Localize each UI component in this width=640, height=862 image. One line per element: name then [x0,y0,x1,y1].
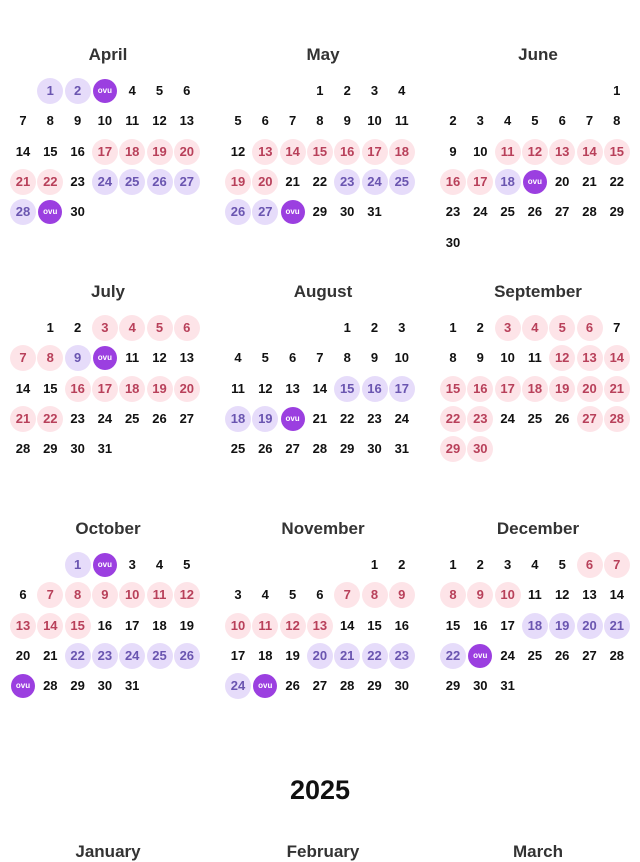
day-cell[interactable]: 28 [609,647,625,663]
period-day[interactable]: 7 [604,552,630,578]
month-title: September [494,282,582,301]
day-cell[interactable]: 1 [449,320,457,335]
day-cell[interactable]: 22 [339,410,355,426]
period-day[interactable]: 12 [522,139,548,165]
day-cell[interactable]: 8 [46,113,54,129]
day-cell[interactable]: 9 [343,113,351,129]
day-cell[interactable]: 8 [343,350,351,366]
period-day[interactable]: 17 [495,376,521,402]
day-cell[interactable]: 12 [152,113,167,129]
day-cell[interactable]: 11 [394,113,409,129]
month-title: June [518,45,558,64]
day-cell[interactable]: 31 [124,678,140,694]
fertile-day[interactable]: 17 [389,376,415,402]
month-october [10,519,210,739]
period-day[interactable]: 20 [174,139,200,165]
period-day[interactable]: 4 [119,315,145,341]
day-cell[interactable]: 2 [398,557,406,572]
period-day[interactable]: 17 [92,139,118,165]
day-cell[interactable]: 24 [500,410,515,426]
month-title: December [496,519,580,538]
ovulation-day-marker[interactable]: ovu [93,346,117,370]
day-cell[interactable]: 5 [531,113,539,129]
period-day[interactable]: 4 [522,315,548,341]
year-heading: 2025 [289,775,351,805]
day-cell[interactable]: 3 [234,587,242,603]
day-cell[interactable]: 14 [609,587,625,603]
day-cell[interactable]: 29 [312,204,328,220]
ovulation-day-marker[interactable]: ovu [253,674,277,698]
period-day[interactable]: 10 [495,582,521,608]
period-day[interactable]: 16 [440,169,466,195]
day-cell[interactable]: 16 [394,617,410,633]
day-cell[interactable]: 10 [97,113,113,129]
day-cell[interactable]: 4 [531,557,539,572]
day-cell[interactable]: 4 [155,557,164,572]
period-day[interactable]: 14 [37,613,63,639]
period-day[interactable]: 19 [147,376,173,402]
day-cell[interactable]: 29 [70,678,85,694]
ovulation-day-marker[interactable]: ovu [38,200,62,224]
month-title-march: March [512,842,564,861]
month-title-january: January [75,842,141,861]
period-day[interactable]: 23 [467,406,493,432]
fertile-day[interactable]: 24 [119,643,145,669]
ovulation-day-marker[interactable]: ovu [523,170,547,194]
month-title: May [306,45,340,64]
period-day[interactable]: 18 [119,139,145,165]
period-day[interactable]: 18 [389,139,415,165]
day-cell[interactable]: 29 [43,441,58,457]
day-cell[interactable]: 7 [316,350,324,366]
day-cell[interactable]: 10 [367,113,382,129]
ovulation-day-marker[interactable]: ovu [281,200,305,224]
month-may [225,45,425,265]
day-cell[interactable]: 19 [285,647,300,663]
period-day[interactable]: 15 [65,613,91,639]
month-april [10,45,210,265]
period-day[interactable]: 17 [467,169,493,195]
day-cell[interactable]: 28 [339,678,355,694]
period-day[interactable]: 20 [577,376,603,402]
period-day[interactable]: 14 [604,345,630,371]
day-cell[interactable]: 19 [179,617,195,633]
ovulation-day-marker[interactable]: ovu [93,553,117,577]
day-cell[interactable]: 1 [46,320,54,335]
period-day[interactable]: 13 [10,613,36,639]
day-cell[interactable]: 27 [179,410,195,426]
day-cell[interactable]: 26 [554,647,570,663]
period-day[interactable]: 9 [389,582,415,608]
day-cell[interactable]: 7 [613,320,621,335]
day-cell[interactable]: 11 [125,113,140,129]
day-cell[interactable]: 10 [394,350,410,366]
day-cell[interactable]: 24 [473,204,488,220]
day-cell[interactable]: 30 [445,234,461,250]
day-cell[interactable]: 6 [261,113,269,129]
period-day[interactable]: 18 [522,376,548,402]
period-day[interactable]: 22 [37,169,63,195]
period-day[interactable]: 3 [495,315,521,341]
fertile-day[interactable]: 21 [604,613,630,639]
fertile-day[interactable]: 27 [252,199,278,225]
day-cell[interactable]: 25 [527,410,543,426]
day-cell[interactable]: 22 [312,173,328,189]
fertile-day[interactable]: 15 [334,376,360,402]
day-cell[interactable]: 6 [288,350,297,366]
day-cell[interactable]: 10 [473,143,488,159]
period-day[interactable]: 18 [119,376,145,402]
day-cell[interactable]: 29 [609,204,625,220]
day-cell[interactable]: 16 [97,617,113,633]
month-december [440,519,640,739]
period-day[interactable]: 13 [549,139,575,165]
period-day[interactable]: 14 [280,139,306,165]
period-day[interactable]: 20 [252,169,278,195]
ovulation-day-marker[interactable]: ovu [93,79,117,103]
period-day[interactable]: 6 [577,315,603,341]
day-cell[interactable]: 23 [367,410,382,426]
period-day[interactable]: 27 [577,406,603,432]
day-cell[interactable]: 26 [527,204,543,220]
day-cell[interactable]: 15 [445,617,461,633]
day-cell[interactable]: 26 [258,441,273,457]
day-cell[interactable]: 20 [15,647,31,663]
period-day[interactable]: 11 [252,613,278,639]
day-cell[interactable]: 26 [285,678,300,694]
day-cell[interactable]: 28 [312,441,328,457]
period-day[interactable]: 5 [147,315,173,341]
fertile-day[interactable]: 25 [119,169,145,195]
day-cell[interactable]: 2 [73,320,82,335]
day-cell[interactable]: 5 [261,350,269,366]
period-day[interactable]: 8 [37,345,63,371]
month-title: April [88,45,128,64]
day-cell[interactable]: 24 [394,410,410,426]
day-cell[interactable]: 6 [19,587,27,603]
fertile-day[interactable]: 24 [362,169,388,195]
day-cell[interactable]: 4 [261,587,269,603]
period-day[interactable]: 8 [440,582,466,608]
day-cell[interactable]: 21 [312,410,328,426]
day-cell[interactable]: 27 [312,678,328,694]
day-cell[interactable]: 22 [609,173,625,189]
day-cell[interactable]: 16 [70,143,85,159]
month-title: November [281,519,365,538]
period-day[interactable]: 10 [225,613,251,639]
day-cell[interactable]: 12 [152,350,167,366]
fertile-day[interactable]: 26 [174,643,200,669]
period-day[interactable]: 13 [307,613,333,639]
period-day[interactable]: 16 [467,376,493,402]
day-cell[interactable]: 30 [70,204,85,220]
period-day[interactable]: 20 [174,376,200,402]
day-cell[interactable]: 5 [288,587,297,603]
ovulation-day-marker[interactable]: ovu [468,644,492,668]
day-cell[interactable]: 28 [15,441,31,457]
day-cell[interactable]: 4 [503,113,512,129]
month-november [225,519,425,739]
fertile-day[interactable]: 19 [549,613,575,639]
month-title: October [75,519,141,538]
period-day[interactable]: 21 [604,376,630,402]
period-day[interactable]: 16 [65,376,91,402]
day-cell[interactable]: 28 [582,204,597,220]
period-day[interactable]: 13 [577,345,603,371]
month-title: July [90,282,126,301]
day-cell[interactable]: 5 [558,557,566,572]
period-day[interactable]: 6 [577,552,603,578]
day-cell[interactable]: 18 [258,647,273,663]
day-cell[interactable]: 1 [613,83,621,98]
day-cell[interactable]: 1 [370,557,379,572]
fertile-day[interactable]: 22 [362,643,388,669]
day-cell[interactable]: 30 [70,441,85,457]
month-july [10,282,210,502]
day-cell[interactable]: 11 [125,350,140,366]
day-cell[interactable]: 4 [128,83,136,98]
fertile-day[interactable]: 25 [389,169,415,195]
day-cell[interactable]: 25 [230,441,246,457]
fertile-day[interactable]: 26 [147,169,173,195]
day-cell[interactable]: 3 [476,113,484,129]
day-cell[interactable]: 11 [528,350,542,366]
fertile-day[interactable]: 27 [174,169,200,195]
period-day[interactable]: 10 [119,582,145,608]
day-cell[interactable]: 26 [554,410,570,426]
period-day[interactable]: 5 [549,315,575,341]
day-cell[interactable]: 23 [70,410,85,426]
day-cell[interactable]: 4 [398,83,406,98]
month-title: August [293,282,353,301]
period-day[interactable]: 19 [147,139,173,165]
day-cell[interactable]: 29 [339,441,355,457]
day-cell[interactable]: 31 [367,204,382,220]
day-cell[interactable]: 9 [476,350,484,366]
day-cell[interactable]: 2 [449,113,457,129]
day-cell[interactable]: 18 [152,617,167,633]
month-september [440,282,640,502]
day-cell[interactable]: 3 [128,557,136,572]
day-cell[interactable]: 5 [234,113,242,129]
day-cell[interactable]: 3 [503,557,512,572]
fertile-day[interactable]: 16 [362,376,388,402]
period-day[interactable]: 7 [10,345,36,371]
period-day[interactable]: 15 [307,139,333,165]
day-cell[interactable]: 17 [500,617,515,633]
day-cell[interactable]: 29 [367,678,382,694]
fertile-day[interactable]: 18 [495,169,521,195]
fertile-day[interactable]: 18 [522,613,548,639]
fertile-day[interactable]: 9 [65,345,91,371]
day-cell[interactable]: 12 [230,143,246,159]
day-cell[interactable]: 4 [234,350,242,366]
day-cell[interactable]: 3 [398,320,406,335]
day-cell[interactable]: 12 [258,380,273,396]
day-cell[interactable]: 24 [97,410,113,426]
period-day[interactable]: 17 [92,376,118,402]
period-day[interactable]: 6 [174,315,200,341]
day-cell[interactable]: 5 [183,557,191,572]
day-cell[interactable]: 12 [554,587,570,603]
day-cell[interactable]: 3 [370,83,379,98]
day-cell[interactable]: 1 [316,83,324,98]
day-cell[interactable]: 8 [449,350,457,366]
day-cell[interactable]: 23 [445,204,461,220]
day-cell[interactable]: 15 [367,617,382,633]
day-cell[interactable]: 28 [43,678,58,694]
day-cell[interactable]: 27 [582,647,597,663]
fertile-day[interactable]: 28 [10,199,36,225]
day-cell[interactable]: 30 [394,678,410,694]
day-cell[interactable]: 26 [152,410,167,426]
period-day[interactable]: 9 [92,582,118,608]
month-title-february: February [286,842,360,861]
day-cell[interactable]: 30 [473,678,488,694]
period-day[interactable]: 8 [65,582,91,608]
day-cell[interactable]: 29 [445,678,461,694]
day-cell[interactable]: 10 [500,350,515,366]
day-cell[interactable]: 14 [312,380,328,396]
day-cell[interactable]: 6 [183,83,191,98]
period-day[interactable]: 28 [604,406,630,432]
fertile-day[interactable]: 22 [65,643,91,669]
day-cell[interactable]: 13 [582,587,597,603]
period-day[interactable]: 15 [604,139,630,165]
day-cell[interactable]: 30 [97,678,113,694]
period-day[interactable]: 21 [10,406,36,432]
day-cell[interactable]: 16 [473,617,488,633]
period-day[interactable]: 12 [280,613,306,639]
day-cell[interactable]: 15 [43,143,58,159]
day-cell[interactable]: 6 [316,587,324,603]
fertile-day[interactable]: 24 [92,169,118,195]
ovulation-day-marker[interactable]: ovu [281,407,305,431]
fertile-day[interactable]: 20 [577,613,603,639]
period-day[interactable]: 13 [252,139,278,165]
fertile-day[interactable]: 1 [65,552,91,578]
fertile-day[interactable]: 25 [147,643,173,669]
day-cell[interactable]: 13 [285,380,300,396]
period-day[interactable]: 19 [225,169,251,195]
day-cell[interactable]: 17 [230,647,246,663]
day-cell[interactable]: 7 [585,113,594,129]
day-cell[interactable]: 23 [70,173,85,189]
day-cell[interactable]: 20 [554,173,570,189]
period-day[interactable]: 7 [334,582,360,608]
day-cell[interactable]: 11 [231,380,245,396]
fertile-day[interactable]: 23 [92,643,118,669]
fertile-day[interactable]: 24 [225,673,251,699]
day-cell[interactable]: 14 [15,143,31,159]
fertile-day[interactable]: 23 [334,169,360,195]
day-cell[interactable]: 31 [394,441,410,457]
period-day[interactable]: 12 [549,345,575,371]
day-cell[interactable]: 31 [500,678,515,694]
day-cell[interactable]: 8 [613,113,621,129]
period-day[interactable]: 14 [577,139,603,165]
day-cell[interactable]: 30 [367,441,382,457]
period-day[interactable]: 22 [37,406,63,432]
day-cell[interactable]: 25 [124,410,140,426]
period-day[interactable]: 22 [440,406,466,432]
day-cell[interactable]: 8 [316,113,324,129]
day-cell[interactable]: 9 [73,113,82,129]
period-day[interactable]: 11 [495,139,521,165]
period-day[interactable]: 8 [362,582,388,608]
day-cell[interactable]: 27 [285,441,300,457]
day-cell[interactable]: 14 [15,380,31,396]
month-june [440,45,640,265]
day-cell[interactable]: 13 [179,350,195,366]
day-cell[interactable]: 2 [343,83,351,98]
fertile-day[interactable]: 20 [307,643,333,669]
fertile-day[interactable]: 26 [225,199,251,225]
fertile-day[interactable]: 22 [440,643,466,669]
day-cell[interactable]: 30 [339,204,355,220]
day-cell[interactable]: 14 [339,617,355,633]
period-day[interactable]: 21 [10,169,36,195]
day-cell[interactable]: 9 [449,143,457,159]
day-cell[interactable]: 21 [43,647,58,663]
period-day[interactable]: 15 [440,376,466,402]
fertile-day[interactable]: 23 [389,643,415,669]
month-august [225,282,425,502]
fertile-day[interactable]: 1 [37,78,63,104]
period-day[interactable]: 11 [147,582,173,608]
period-day[interactable]: 16 [334,139,360,165]
day-cell[interactable]: 25 [527,647,543,663]
day-cell[interactable]: 5 [155,83,164,98]
day-cell[interactable]: 7 [19,113,27,129]
day-cell[interactable]: 21 [582,173,597,189]
ovulation-day-marker[interactable]: ovu [11,674,35,698]
day-cell[interactable]: 25 [500,204,515,220]
fertile-day[interactable]: 18 [225,406,251,432]
fertile-day[interactable]: 21 [334,643,360,669]
period-day[interactable]: 19 [549,376,575,402]
day-cell[interactable]: 2 [370,320,379,335]
day-cell[interactable]: 24 [500,647,515,663]
day-cell[interactable]: 21 [285,173,300,189]
day-cell[interactable]: 11 [528,587,542,603]
day-cell[interactable]: 1 [343,320,351,335]
period-day[interactable]: 29 [440,436,466,462]
day-cell[interactable]: 31 [97,441,113,457]
period-day[interactable]: 3 [92,315,118,341]
day-cell[interactable]: 2 [476,557,484,572]
day-cell[interactable]: 6 [558,113,566,129]
period-day[interactable]: 17 [362,139,388,165]
day-cell[interactable]: 15 [43,380,58,396]
fertile-day[interactable]: 2 [65,78,91,104]
day-cell[interactable]: 9 [370,350,379,366]
period-day[interactable]: 30 [467,436,493,462]
day-cell[interactable]: 2 [476,320,484,335]
day-cell[interactable]: 1 [449,557,457,572]
period-day[interactable]: 7 [37,582,63,608]
period-day[interactable]: 12 [174,582,200,608]
fertile-day[interactable]: 19 [252,406,278,432]
day-cell[interactable]: 13 [179,113,195,129]
day-cell[interactable]: 7 [288,113,297,129]
period-day[interactable]: 9 [467,582,493,608]
day-cell[interactable]: 17 [124,617,140,633]
day-cell[interactable]: 27 [554,204,570,220]
